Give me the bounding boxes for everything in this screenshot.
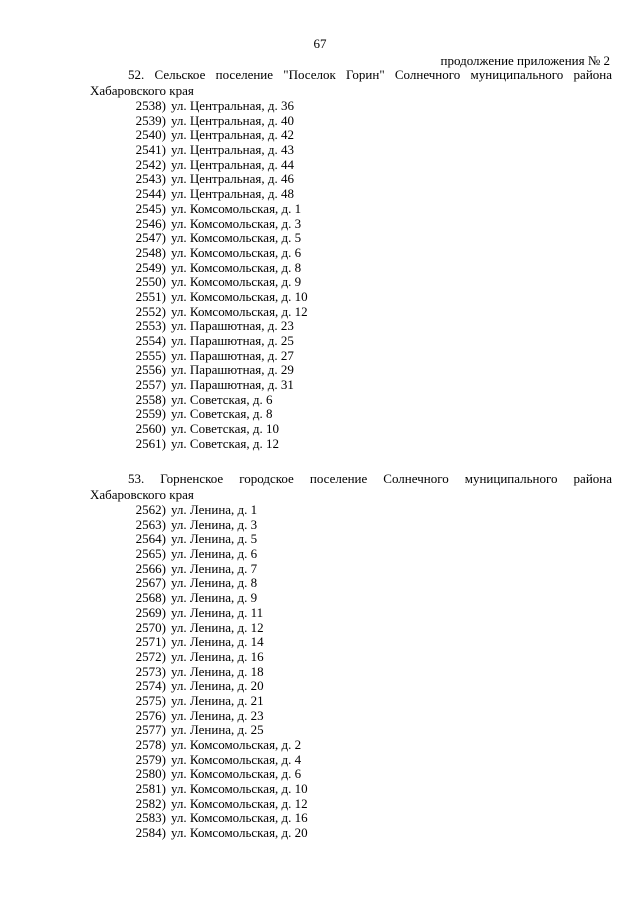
address-list-item [90,246,308,261]
appendix-continuation-note: продолжение приложения № 2 [440,53,610,68]
address-item-text: ул. Комсомольская, д. 10 [171,781,308,797]
address-item-number: 2546) [135,215,166,231]
address-list-item [90,378,308,393]
address-item-number: 2561) [135,435,166,451]
address-item-text: ул. Парашютная, д. 29 [171,362,294,378]
address-list-item [90,393,308,408]
address-item-text: ул. Центральная, д. 48 [171,186,294,202]
address-list-item [90,290,308,305]
address-list-item [90,532,308,547]
address-item-text: ул. Комсомольская, д. 3 [171,215,302,231]
address-list-item [90,767,308,782]
address-item-number: 2577) [135,722,166,738]
address-item-number: 2575) [135,692,166,708]
address-item-text: ул. Центральная, д. 46 [171,171,294,187]
address-item-number: 2581) [135,781,166,797]
address-list-item [90,437,308,452]
address-item-text: ул. Комсомольская, д. 5 [171,230,302,246]
address-item-text: ул. Ленина, д. 14 [171,634,264,650]
address-list-item [90,319,308,334]
address-list-item [90,305,308,320]
address-item-number: 2543) [135,171,166,187]
page-number: 67 [313,36,327,51]
address-item-number: 2547) [135,230,166,246]
address-item-text: ул. Центральная, д. 36 [171,98,294,113]
address-item-text: ул. Ленина, д. 25 [171,722,264,738]
address-list-item [90,576,308,591]
address-item-number: 2556) [135,362,166,378]
address-item-number: 2579) [135,751,166,767]
address-item-text: ул. Ленина, д. 18 [171,663,264,679]
address-item-number: 2551) [135,288,166,304]
address-item-number: 2553) [135,318,166,334]
address-item-number: 2559) [135,406,166,422]
address-item-number: 2571) [135,634,166,650]
address-list-53 [90,503,308,841]
address-list-item [90,635,308,650]
address-list-item [90,187,308,202]
address-list-item [90,650,308,665]
address-list-item [90,158,308,173]
address-item-text: ул. Советская, д. 8 [171,406,273,422]
address-item-number: 2540) [135,127,166,143]
address-item-number: 2549) [135,259,166,275]
address-item-text: ул. Центральная, д. 44 [171,156,294,172]
address-list-item [90,753,308,768]
address-list-item [90,363,308,378]
address-item-text: ул. Комсомольская, д. 6 [171,244,302,260]
address-item-text: ул. Парашютная, д. 25 [171,333,294,348]
address-item-text: ул. Комсомольская, д. 8 [171,259,302,275]
address-list-item [90,407,308,422]
address-item-text: ул. Центральная, д. 40 [171,112,294,128]
address-item-text: ул. Парашютная, д. 27 [171,347,294,363]
address-list-item [90,275,308,290]
address-item-text: ул. Ленина, д. 16 [171,648,264,664]
address-item-text: ул. Ленина, д. 6 [171,546,258,562]
address-item-number: 2573) [135,663,166,679]
address-item-text: ул. Комсомольская, д. 16 [171,810,308,826]
address-list-item [90,128,308,143]
address-item-text: ул. Ленина, д. 23 [171,707,264,723]
address-item-number: 2544) [135,186,166,202]
address-item-text: ул. Комсомольская, д. 4 [171,751,302,767]
address-list-item [90,114,308,129]
address-item-text: ул. Комсомольская, д. 10 [171,288,308,304]
address-item-text: ул. Центральная, д. 43 [171,142,294,158]
address-item-number: 2552) [135,303,166,319]
address-list-item [90,503,308,518]
address-item-text: ул. Комсомольская, д. 2 [171,737,302,752]
address-item-text: ул. Ленина, д. 11 [171,604,264,620]
address-list-item [90,723,308,738]
address-item-number: 2580) [135,766,166,782]
address-list-item [90,334,308,349]
address-item-number: 2541) [135,142,166,158]
address-item-number: 2578) [135,737,166,752]
section-heading-52: 52. Сельское поселение "Поселок Горин" Солнечного муниципального района Хабаровского края [90,67,612,98]
address-item-number: 2538) [135,98,166,113]
address-list-item [90,694,308,709]
address-item-number: 2584) [135,825,166,841]
address-list-52 [90,99,308,452]
address-item-number: 2557) [135,377,166,393]
address-item-number: 2554) [135,333,166,348]
address-list-item [90,202,308,217]
address-item-text: ул. Комсомольская, д. 6 [171,766,302,782]
address-item-text: ул. Ленина, д. 1 [171,502,258,517]
address-item-number: 2574) [135,678,166,694]
address-list-item [90,709,308,724]
address-item-text: ул. Комсомольская, д. 12 [171,303,308,319]
address-item-text: ул. Ленина, д. 9 [171,590,258,606]
address-item-number: 2545) [135,200,166,216]
address-item-number: 2564) [135,531,166,547]
address-item-number: 2569) [135,604,166,620]
address-item-number: 2563) [135,516,166,532]
address-item-text: ул. Ленина, д. 21 [171,692,264,708]
address-item-number: 2583) [135,810,166,826]
address-list-item [90,797,308,812]
address-list-item [90,143,308,158]
address-item-number: 2566) [135,560,166,576]
address-item-text: ул. Советская, д. 12 [171,435,280,451]
address-item-text: ул. Советская, д. 6 [171,391,273,407]
address-item-text: ул. Ленина, д. 8 [171,575,258,591]
address-list-item [90,231,308,246]
address-item-text: ул. Ленина, д. 20 [171,678,264,694]
address-item-text: ул. Советская, д. 10 [171,421,280,437]
address-item-number: 2558) [135,391,166,407]
address-item-number: 2542) [135,156,166,172]
address-list-item [90,172,308,187]
address-item-text: ул. Ленина, д. 5 [171,531,258,547]
address-item-text: ул. Центральная, д. 42 [171,127,294,143]
address-item-number: 2565) [135,546,166,562]
address-item-text: ул. Парашютная, д. 23 [171,318,294,334]
address-item-text: ул. Ленина, д. 3 [171,516,258,532]
address-item-text: ул. Комсомольская, д. 20 [171,825,308,841]
address-item-number: 2570) [135,619,166,635]
address-list-item [90,738,308,753]
address-list-item [90,349,308,364]
address-list-item [90,422,308,437]
address-list-item [90,562,308,577]
address-list-item [90,621,308,636]
address-list-item [90,826,308,841]
address-item-number: 2576) [135,707,166,723]
address-item-number: 2582) [135,795,166,811]
address-item-text: ул. Ленина, д. 7 [171,560,258,576]
address-item-number: 2539) [135,112,166,128]
address-item-text: ул. Комсомольская, д. 1 [171,200,302,216]
address-list-item [90,665,308,680]
address-list-item [90,217,308,232]
address-list-item [90,606,308,621]
address-item-text: ул. Ленина, д. 12 [171,619,264,635]
address-item-number: 2567) [135,575,166,591]
address-item-text: ул. Комсомольская, д. 12 [171,795,308,811]
address-list-item [90,591,308,606]
address-list-item [90,679,308,694]
address-item-number: 2548) [135,244,166,260]
address-item-number: 2550) [135,274,166,290]
address-item-number: 2562) [135,502,166,517]
address-list-item [90,261,308,276]
address-list-item [90,811,308,826]
address-item-number: 2572) [135,648,166,664]
address-item-number: 2555) [135,347,166,363]
address-list-item [90,547,308,562]
address-list-item [90,518,308,533]
address-item-text: ул. Парашютная, д. 31 [171,377,294,393]
address-item-number: 2560) [135,421,166,437]
address-item-number: 2568) [135,590,166,606]
section-heading-53: 53. Горненское городское поселение Солнечного муниципального района Хабаровского края [90,471,612,502]
address-list-item [90,782,308,797]
address-item-text: ул. Комсомольская, д. 9 [171,274,302,290]
address-list-item [90,99,308,114]
